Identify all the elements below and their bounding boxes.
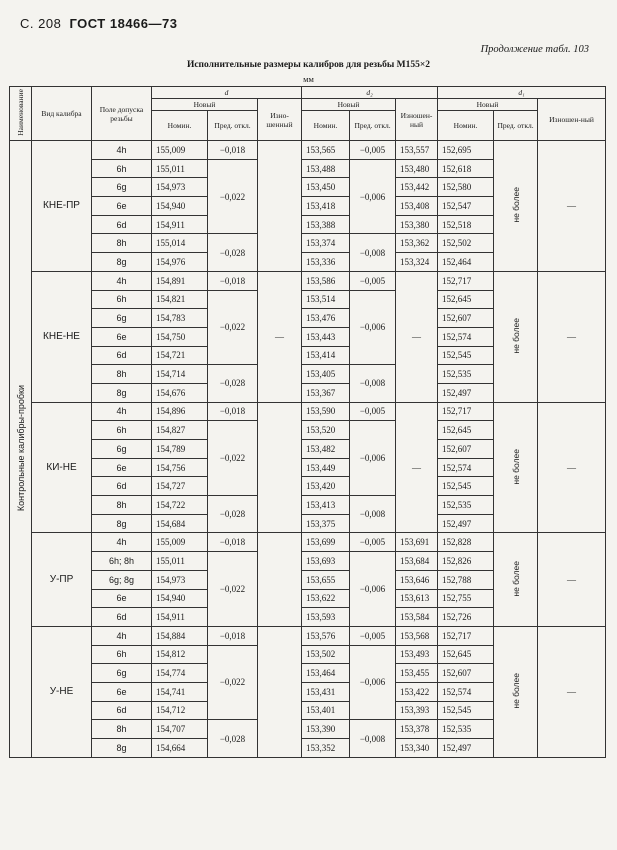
tolerance-cell: 6g: [92, 440, 152, 459]
d-new-header: Новый: [152, 99, 258, 111]
d1-limit-cell: [494, 141, 538, 272]
tolerance-cell: 6h: [92, 421, 152, 440]
not-more-label: не более: [510, 448, 521, 485]
tolerance-cell: 6g: [92, 309, 152, 328]
d2-nominal-cell: 153,482: [302, 440, 350, 459]
not-more-label: не более: [510, 317, 521, 354]
d2-nominal-cell: 153,336: [302, 253, 350, 272]
col-kind-header: Вид калибра: [32, 87, 92, 141]
d1-nominal-cell: 152,464: [438, 253, 494, 272]
d-nominal-cell: 154,884: [152, 626, 208, 645]
d1-nominal-cell: 152,695: [438, 141, 494, 160]
d1-limit-header: Пред. откл.: [494, 111, 538, 141]
d-nominal-cell: 154,821: [152, 290, 208, 309]
d1-worn-cell: —: [538, 402, 606, 533]
d2-worn-cell: —: [396, 402, 438, 533]
d-nominal-cell: 154,973: [152, 570, 208, 589]
d2-nominal-cell: 153,443: [302, 327, 350, 346]
tolerance-cell: 6g: [92, 178, 152, 197]
d-nominal-cell: 155,014: [152, 234, 208, 253]
d-nominal-cell: 155,009: [152, 141, 208, 160]
table-row: [10, 533, 606, 552]
d2-worn-cell: 153,442: [396, 178, 438, 197]
d1-nominal-cell: 152,755: [438, 589, 494, 608]
d-limit-cell: −0,028: [208, 720, 258, 757]
d2-nominal-cell: 153,418: [302, 197, 350, 216]
d2-nominal-cell: 153,590: [302, 402, 350, 421]
col-d1-header: d₁: [438, 87, 606, 99]
d1-worn-cell: —: [538, 141, 606, 272]
d2-nominal-cell: 153,405: [302, 365, 350, 384]
d1-nominal-cell: 152,717: [438, 271, 494, 290]
d1-nominal-cell: 152,607: [438, 309, 494, 328]
tolerance-cell: 6h: [92, 290, 152, 309]
d-limit-cell: −0,028: [208, 234, 258, 271]
d2-worn-cell: 153,422: [396, 682, 438, 701]
d2-nominal-cell: 153,449: [302, 458, 350, 477]
d1-worn-header: Изношен-ный: [538, 99, 606, 141]
d-nominal-cell: 155,011: [152, 159, 208, 178]
d2-limit-cell: −0,008: [350, 234, 396, 271]
d1-nominal-cell: 152,788: [438, 570, 494, 589]
d2-limit-cell: −0,005: [350, 141, 396, 160]
d2-nominal-cell: 153,420: [302, 477, 350, 496]
d2-nominal-cell: 153,401: [302, 701, 350, 720]
d2-nominal-cell: 153,622: [302, 589, 350, 608]
d1-limit-cell: [494, 626, 538, 757]
d-nominal-cell: 154,783: [152, 309, 208, 328]
section-name: Контрольные калибры-пробки: [15, 384, 26, 511]
d2-worn-cell: 153,393: [396, 701, 438, 720]
d2-nominal-cell: 153,488: [302, 159, 350, 178]
d2-nominal-cell: 153,593: [302, 608, 350, 627]
d-limit-cell: −0,018: [208, 141, 258, 160]
not-more-label: не более: [510, 672, 521, 709]
d1-new-header: Новый: [438, 99, 538, 111]
not-more-label: не более: [510, 560, 521, 597]
d2-limit-cell: −0,008: [350, 365, 396, 402]
d2-nominal-cell: 153,514: [302, 290, 350, 309]
tolerance-cell: 6d: [92, 701, 152, 720]
tolerance-cell: 8g: [92, 514, 152, 533]
table-row: [10, 402, 606, 421]
d1-nominal-cell: 152,535: [438, 496, 494, 515]
d-worn-cell: [258, 626, 302, 757]
d-nominal-cell: 154,940: [152, 197, 208, 216]
d1-nominal-cell: 152,535: [438, 720, 494, 739]
d2-nominal-cell: 153,388: [302, 215, 350, 234]
d-nominal-cell: 154,891: [152, 271, 208, 290]
d-limit-cell: −0,018: [208, 271, 258, 290]
d2-limit-cell: −0,008: [350, 720, 396, 757]
d2-nominal-cell: 153,352: [302, 739, 350, 758]
d1-limit-cell: [494, 271, 538, 402]
d2-worn-cell: 153,362: [396, 234, 438, 253]
d2-worn-cell: 153,380: [396, 215, 438, 234]
d1-nominal-cell: 152,645: [438, 290, 494, 309]
d1-limit-cell: [494, 533, 538, 626]
tolerance-cell: 8h: [92, 234, 152, 253]
d-nominal-cell: 154,911: [152, 608, 208, 627]
d-worn-cell: [258, 402, 302, 533]
d1-worn-cell: —: [538, 626, 606, 757]
d2-nominal-cell: 153,476: [302, 309, 350, 328]
d1-nominal-cell: 152,574: [438, 327, 494, 346]
d2-nominal-cell: 153,693: [302, 552, 350, 571]
d2-nominal-header: Номин.: [302, 111, 350, 141]
d2-nominal-cell: 153,586: [302, 271, 350, 290]
d1-nominal-cell: 152,545: [438, 477, 494, 496]
gauge-kind-cell: КНЕ-НЕ: [32, 271, 92, 402]
d-nominal-cell: 154,976: [152, 253, 208, 272]
d2-worn-cell: 153,340: [396, 739, 438, 758]
tolerance-cell: 8h: [92, 720, 152, 739]
d-nominal-cell: 154,940: [152, 589, 208, 608]
tolerance-cell: 6h: [92, 159, 152, 178]
tolerance-cell: 6d: [92, 346, 152, 365]
d-limit-cell: −0,028: [208, 365, 258, 402]
tolerance-cell: 6g; 8g: [92, 570, 152, 589]
d-limit-cell: −0,018: [208, 402, 258, 421]
d-limit-header: Пред. откл.: [208, 111, 258, 141]
d-nominal-cell: 154,756: [152, 458, 208, 477]
gauge-kind-cell: КИ-НЕ: [32, 402, 92, 533]
d2-limit-header: Пред. откл.: [350, 111, 396, 141]
tolerance-cell: 6h; 8h: [92, 552, 152, 571]
d1-nominal-cell: 152,497: [438, 383, 494, 402]
d1-nominal-cell: 152,497: [438, 514, 494, 533]
d2-limit-cell: −0,005: [350, 533, 396, 552]
d1-nominal-cell: 152,574: [438, 458, 494, 477]
tolerance-cell: 6e: [92, 327, 152, 346]
d1-nominal-cell: 152,547: [438, 197, 494, 216]
tolerance-cell: 6e: [92, 458, 152, 477]
d2-nominal-cell: 153,390: [302, 720, 350, 739]
d2-nominal-cell: 153,375: [302, 514, 350, 533]
d2-worn-cell: 153,408: [396, 197, 438, 216]
tolerance-cell: 4h: [92, 533, 152, 552]
dimensions-table: [9, 86, 606, 758]
col-d-header: d: [152, 87, 302, 99]
table-body: [10, 141, 606, 758]
d2-limit-cell: −0,005: [350, 402, 396, 421]
d1-nominal-cell: 152,717: [438, 626, 494, 645]
tolerance-cell: 6h: [92, 645, 152, 664]
d1-worn-cell: —: [538, 271, 606, 402]
d2-limit-cell: −0,006: [350, 421, 396, 496]
d1-nominal-cell: 152,535: [438, 365, 494, 384]
d1-nominal-cell: 152,607: [438, 664, 494, 683]
d-nominal-cell: 154,750: [152, 327, 208, 346]
d2-nominal-cell: 153,699: [302, 533, 350, 552]
d2-worn-cell: 153,568: [396, 626, 438, 645]
d2-nominal-cell: 153,367: [302, 383, 350, 402]
tolerance-cell: 6d: [92, 477, 152, 496]
tolerance-cell: 6e: [92, 197, 152, 216]
d-nominal-cell: 154,896: [152, 402, 208, 421]
d-nominal-cell: 154,664: [152, 739, 208, 758]
tolerance-cell: 8h: [92, 365, 152, 384]
tolerance-cell: 6g: [92, 664, 152, 683]
d2-worn-cell: 153,584: [396, 608, 438, 627]
d2-limit-cell: −0,005: [350, 626, 396, 645]
d-nominal-cell: 154,722: [152, 496, 208, 515]
tolerance-cell: 4h: [92, 141, 152, 160]
d1-nominal-cell: 152,502: [438, 234, 494, 253]
d2-worn-header: Изношен-ный: [396, 99, 438, 141]
d-nominal-cell: 154,911: [152, 215, 208, 234]
d-limit-cell: −0,022: [208, 290, 258, 365]
table-row: [10, 626, 606, 645]
d-worn-cell: [258, 533, 302, 626]
d-limit-cell: −0,018: [208, 626, 258, 645]
tolerance-cell: 8h: [92, 496, 152, 515]
d-nominal-cell: 154,827: [152, 421, 208, 440]
d-limit-cell: −0,022: [208, 645, 258, 720]
d-worn-cell: —: [258, 271, 302, 402]
col-tolerance-header: Поле допуска резьбы: [92, 87, 152, 141]
d1-nominal-cell: 152,645: [438, 421, 494, 440]
d2-nominal-cell: 153,374: [302, 234, 350, 253]
d2-limit-cell: −0,005: [350, 271, 396, 290]
gauge-kind-cell: У-НЕ: [32, 626, 92, 757]
table-title: Исполнительные размеры калибров для резьбы М155×2: [186, 60, 431, 70]
tolerance-cell: 4h: [92, 626, 152, 645]
d2-nominal-cell: 153,414: [302, 346, 350, 365]
d-limit-cell: −0,018: [208, 533, 258, 552]
d-nominal-cell: 154,774: [152, 664, 208, 683]
d2-nominal-cell: 153,464: [302, 664, 350, 683]
d-nominal-cell: 155,009: [152, 533, 208, 552]
page-header: [20, 16, 177, 31]
standard-number: ГОСТ 18466—73: [69, 16, 178, 31]
d1-nominal-cell: 152,607: [438, 440, 494, 459]
d1-nominal-cell: 152,545: [438, 701, 494, 720]
d-nominal-cell: 154,721: [152, 346, 208, 365]
d-nominal-cell: 155,011: [152, 552, 208, 571]
section-name-cell: [10, 141, 32, 758]
d2-nominal-cell: 153,413: [302, 496, 350, 515]
tolerance-cell: 4h: [92, 271, 152, 290]
tolerance-cell: 8g: [92, 739, 152, 758]
d1-nominal-cell: 152,618: [438, 159, 494, 178]
d-nominal-cell: 154,712: [152, 701, 208, 720]
page-number: С. 208: [20, 16, 62, 31]
d1-nominal-cell: 152,518: [438, 215, 494, 234]
d2-worn-cell: 153,493: [396, 645, 438, 664]
d1-worn-cell: —: [538, 533, 606, 626]
d1-nominal-header: Номин.: [438, 111, 494, 141]
d2-worn-cell: 153,691: [396, 533, 438, 552]
d2-worn-cell: 153,324: [396, 253, 438, 272]
d2-limit-cell: −0,006: [350, 552, 396, 627]
d1-nominal-cell: 152,717: [438, 402, 494, 421]
continuation-note: Продолжение табл. 103: [480, 44, 589, 55]
d2-worn-cell: 153,557: [396, 141, 438, 160]
col-d2-header: d₂: [302, 87, 438, 99]
d-worn-cell: [258, 141, 302, 272]
d2-worn-cell: 153,480: [396, 159, 438, 178]
d-nominal-cell: 154,676: [152, 383, 208, 402]
d2-worn-cell: 153,378: [396, 720, 438, 739]
tolerance-cell: 8g: [92, 383, 152, 402]
d-nominal-cell: 154,684: [152, 514, 208, 533]
d1-nominal-cell: 152,645: [438, 645, 494, 664]
d2-worn-cell: —: [396, 271, 438, 402]
d2-worn-cell: 153,684: [396, 552, 438, 571]
d1-nominal-cell: 152,580: [438, 178, 494, 197]
d-limit-cell: −0,022: [208, 421, 258, 496]
tolerance-cell: 4h: [92, 402, 152, 421]
tolerance-cell: 8g: [92, 253, 152, 272]
not-more-label: не более: [510, 187, 521, 223]
d2-nominal-cell: 153,655: [302, 570, 350, 589]
d-nominal-cell: 154,812: [152, 645, 208, 664]
d1-nominal-cell: 152,545: [438, 346, 494, 365]
d-nominal-cell: 154,727: [152, 477, 208, 496]
d2-nominal-cell: 153,502: [302, 645, 350, 664]
table-units: мм: [303, 74, 314, 84]
d2-worn-cell: 153,613: [396, 589, 438, 608]
col-name-header: Наименование: [10, 87, 32, 141]
d-limit-cell: −0,028: [208, 496, 258, 533]
d-nominal-cell: 154,789: [152, 440, 208, 459]
d-limit-cell: −0,022: [208, 552, 258, 627]
d2-worn-cell: 153,455: [396, 664, 438, 683]
d1-nominal-cell: 152,726: [438, 608, 494, 627]
d-worn-header: Изно-шенный: [258, 99, 302, 141]
gauge-kind-cell: У-ПР: [32, 533, 92, 626]
d1-limit-cell: [494, 402, 538, 533]
tolerance-cell: 6e: [92, 682, 152, 701]
d2-new-header: Новый: [302, 99, 396, 111]
tolerance-cell: 6e: [92, 589, 152, 608]
d-nominal-header: Номин.: [152, 111, 208, 141]
d-nominal-cell: 154,707: [152, 720, 208, 739]
d-limit-cell: −0,022: [208, 159, 258, 234]
d2-nominal-cell: 153,450: [302, 178, 350, 197]
d1-nominal-cell: 152,574: [438, 682, 494, 701]
d2-worn-cell: 153,646: [396, 570, 438, 589]
table-row: [10, 271, 606, 290]
d2-limit-cell: −0,008: [350, 496, 396, 533]
d2-limit-cell: −0,006: [350, 645, 396, 720]
gauge-kind-cell: КНЕ-ПР: [32, 141, 92, 272]
d2-limit-cell: −0,006: [350, 290, 396, 365]
d1-nominal-cell: 152,828: [438, 533, 494, 552]
table-row: [10, 141, 606, 160]
d1-nominal-cell: 152,497: [438, 739, 494, 758]
tolerance-cell: 6d: [92, 215, 152, 234]
d2-limit-cell: −0,006: [350, 159, 396, 234]
d-nominal-cell: 154,973: [152, 178, 208, 197]
d-nominal-cell: 154,741: [152, 682, 208, 701]
d2-nominal-cell: 153,431: [302, 682, 350, 701]
d2-nominal-cell: 153,520: [302, 421, 350, 440]
d-nominal-cell: 154,714: [152, 365, 208, 384]
tolerance-cell: 6d: [92, 608, 152, 627]
d2-nominal-cell: 153,576: [302, 626, 350, 645]
d1-nominal-cell: 152,826: [438, 552, 494, 571]
d2-nominal-cell: 153,565: [302, 141, 350, 160]
